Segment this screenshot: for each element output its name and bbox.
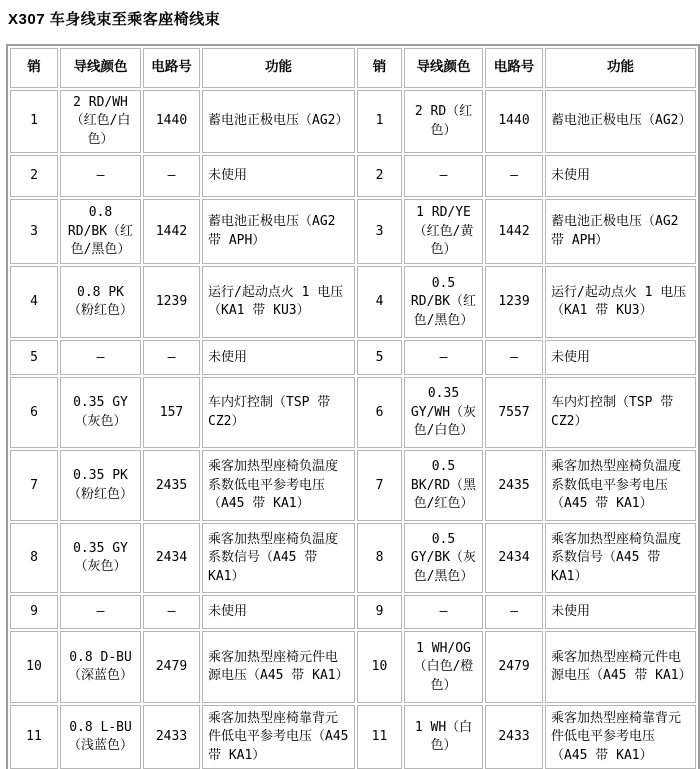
function-cell-left: 乘客加热型座椅负温度系数信号（A45 带 KA1） xyxy=(202,523,355,593)
wire-color-cell-left: — xyxy=(60,340,141,375)
pin-cell-left: 5 xyxy=(10,340,58,375)
header-circuit-right: 电路号 xyxy=(485,48,543,88)
wire-color-cell-left: 0.35 GY（灰色） xyxy=(60,523,141,593)
pin-cell-right: 8 xyxy=(357,523,402,593)
wire-color-cell-right: — xyxy=(404,155,483,197)
wire-color-cell-right: 0.5 BK/RD（黑色/红色） xyxy=(404,450,483,521)
wire-color-cell-left: 2 RD/WH（红色/白色） xyxy=(60,90,141,153)
circuit-cell-left: — xyxy=(143,155,200,197)
function-cell-right: 乘客加热型座椅负温度系数低电平参考电压（A45 带 KA1） xyxy=(545,450,696,521)
circuit-cell-left: 1239 xyxy=(143,266,200,338)
function-cell-right: 乘客加热型座椅靠背元件低电平参考电压（A45 带 KA1） xyxy=(545,705,696,769)
wire-color-cell-left: 0.8 PK（粉红色） xyxy=(60,266,141,338)
wire-color-cell-left: 0.35 GY（灰色） xyxy=(60,377,141,448)
header-circuit-left: 电路号 xyxy=(143,48,200,88)
circuit-cell-right: 1440 xyxy=(485,90,543,153)
table-row xyxy=(10,450,696,521)
wire-color-cell-right: 0.35 GY/WH（灰色/白色） xyxy=(404,377,483,448)
circuit-cell-right: 1239 xyxy=(485,266,543,338)
function-cell-left: 蓄电池正极电压（AG2 带 APH） xyxy=(202,199,355,264)
pin-cell-right: 10 xyxy=(357,631,402,703)
pin-cell-right: 7 xyxy=(357,450,402,521)
pin-cell-left: 2 xyxy=(10,155,58,197)
pin-cell-left: 3 xyxy=(10,199,58,264)
pin-cell-left: 9 xyxy=(10,595,58,629)
header-row xyxy=(10,48,696,88)
table-row xyxy=(10,199,696,264)
header-pin-right: 销 xyxy=(357,48,402,88)
pin-cell-right: 5 xyxy=(357,340,402,375)
wire-color-cell-right: 2 RD（红色） xyxy=(404,90,483,153)
pin-cell-right: 4 xyxy=(357,266,402,338)
circuit-cell-left: 2433 xyxy=(143,705,200,769)
circuit-cell-left: 1440 xyxy=(143,90,200,153)
wire-color-cell-right: 0.5 RD/BK（红色/黑色） xyxy=(404,266,483,338)
header-function-left: 功能 xyxy=(202,48,355,88)
pin-cell-right: 9 xyxy=(357,595,402,629)
pin-cell-left: 7 xyxy=(10,450,58,521)
wire-color-cell-right: 1 WH/OG（白色/橙色） xyxy=(404,631,483,703)
table-row xyxy=(10,340,696,375)
wire-color-cell-left: 0.35 PK（粉红色） xyxy=(60,450,141,521)
pin-cell-right: 2 xyxy=(357,155,402,197)
wire-color-cell-left: — xyxy=(60,155,141,197)
pin-cell-left: 6 xyxy=(10,377,58,448)
wire-color-cell-right: — xyxy=(404,595,483,629)
table-row xyxy=(10,155,696,197)
pin-cell-right: 6 xyxy=(357,377,402,448)
table-row xyxy=(10,377,696,448)
pin-cell-right: 3 xyxy=(357,199,402,264)
circuit-cell-left: 2435 xyxy=(143,450,200,521)
wire-color-cell-left: 0.8 D-BU（深蓝色） xyxy=(60,631,141,703)
header-pin-left: 销 xyxy=(10,48,58,88)
circuit-cell-left: 2434 xyxy=(143,523,200,593)
function-cell-right: 乘客加热型座椅元件电源电压（A45 带 KA1） xyxy=(545,631,696,703)
function-cell-left: 乘客加热型座椅靠背元件低电平参考电压（A45 带 KA1） xyxy=(202,705,355,769)
circuit-cell-right: — xyxy=(485,155,543,197)
wire-color-cell-right: 1 WH（白色） xyxy=(404,705,483,769)
function-cell-left: 乘客加热型座椅负温度系数低电平参考电压（A45 带 KA1） xyxy=(202,450,355,521)
function-cell-right: 未使用 xyxy=(545,340,696,375)
circuit-cell-left: — xyxy=(143,595,200,629)
table-header xyxy=(10,48,696,88)
pin-cell-left: 8 xyxy=(10,523,58,593)
header-function-right: 功能 xyxy=(545,48,696,88)
table-row xyxy=(10,595,696,629)
function-cell-right: 车内灯控制（TSP 带 CZ2） xyxy=(545,377,696,448)
header-wire-color-left: 导线颜色 xyxy=(60,48,141,88)
circuit-cell-right: 2434 xyxy=(485,523,543,593)
table-body xyxy=(10,90,696,769)
function-cell-right: 未使用 xyxy=(545,595,696,629)
wire-color-cell-right: 1 RD/YE（红色/黄色） xyxy=(404,199,483,264)
circuit-cell-right: 2433 xyxy=(485,705,543,769)
function-cell-left: 未使用 xyxy=(202,155,355,197)
pin-cell-left: 1 xyxy=(10,90,58,153)
wire-color-cell-right: 0.5 GY/BK（灰色/黑色） xyxy=(404,523,483,593)
circuit-cell-left: 2479 xyxy=(143,631,200,703)
circuit-cell-right: 2435 xyxy=(485,450,543,521)
circuit-cell-left: 1442 xyxy=(143,199,200,264)
pin-cell-right: 11 xyxy=(357,705,402,769)
function-cell-left: 运行/起动点火 1 电压（KA1 带 KU3） xyxy=(202,266,355,338)
pin-cell-left: 4 xyxy=(10,266,58,338)
function-cell-left: 车内灯控制（TSP 带 CZ2） xyxy=(202,377,355,448)
function-cell-left: 未使用 xyxy=(202,340,355,375)
table-row xyxy=(10,90,696,153)
circuit-cell-left: 157 xyxy=(143,377,200,448)
function-cell-left: 未使用 xyxy=(202,595,355,629)
circuit-cell-right: — xyxy=(485,595,543,629)
circuit-cell-right: 2479 xyxy=(485,631,543,703)
function-cell-right: 乘客加热型座椅负温度系数信号（A45 带 KA1） xyxy=(545,523,696,593)
function-cell-right: 运行/起动点火 1 电压（KA1 带 KU3） xyxy=(545,266,696,338)
wire-color-cell-right: — xyxy=(404,340,483,375)
function-cell-left: 蓄电池正极电压（AG2） xyxy=(202,90,355,153)
circuit-cell-right: 1442 xyxy=(485,199,543,264)
table-row xyxy=(10,631,696,703)
header-wire-color-right: 导线颜色 xyxy=(404,48,483,88)
table-row xyxy=(10,266,696,338)
wire-color-cell-left: — xyxy=(60,595,141,629)
function-cell-right: 未使用 xyxy=(545,155,696,197)
table-row xyxy=(10,705,696,769)
table-row xyxy=(10,523,696,593)
function-cell-right: 蓄电池正极电压（AG2 带 APH） xyxy=(545,199,696,264)
page-title: X307 车身线束至乘客座椅线束 xyxy=(8,11,221,28)
wire-color-cell-left: 0.8 L-BU（浅蓝色） xyxy=(60,705,141,769)
circuit-cell-left: — xyxy=(143,340,200,375)
pin-cell-right: 1 xyxy=(357,90,402,153)
wiring-pinout-table xyxy=(6,44,700,769)
wire-color-cell-left: 0.8 RD/BK（红色/黑色） xyxy=(60,199,141,264)
circuit-cell-right: — xyxy=(485,340,543,375)
function-cell-right: 蓄电池正极电压（AG2） xyxy=(545,90,696,153)
circuit-cell-right: 7557 xyxy=(485,377,543,448)
pin-cell-left: 11 xyxy=(10,705,58,769)
pin-cell-left: 10 xyxy=(10,631,58,703)
function-cell-left: 乘客加热型座椅元件电源电压（A45 带 KA1） xyxy=(202,631,355,703)
